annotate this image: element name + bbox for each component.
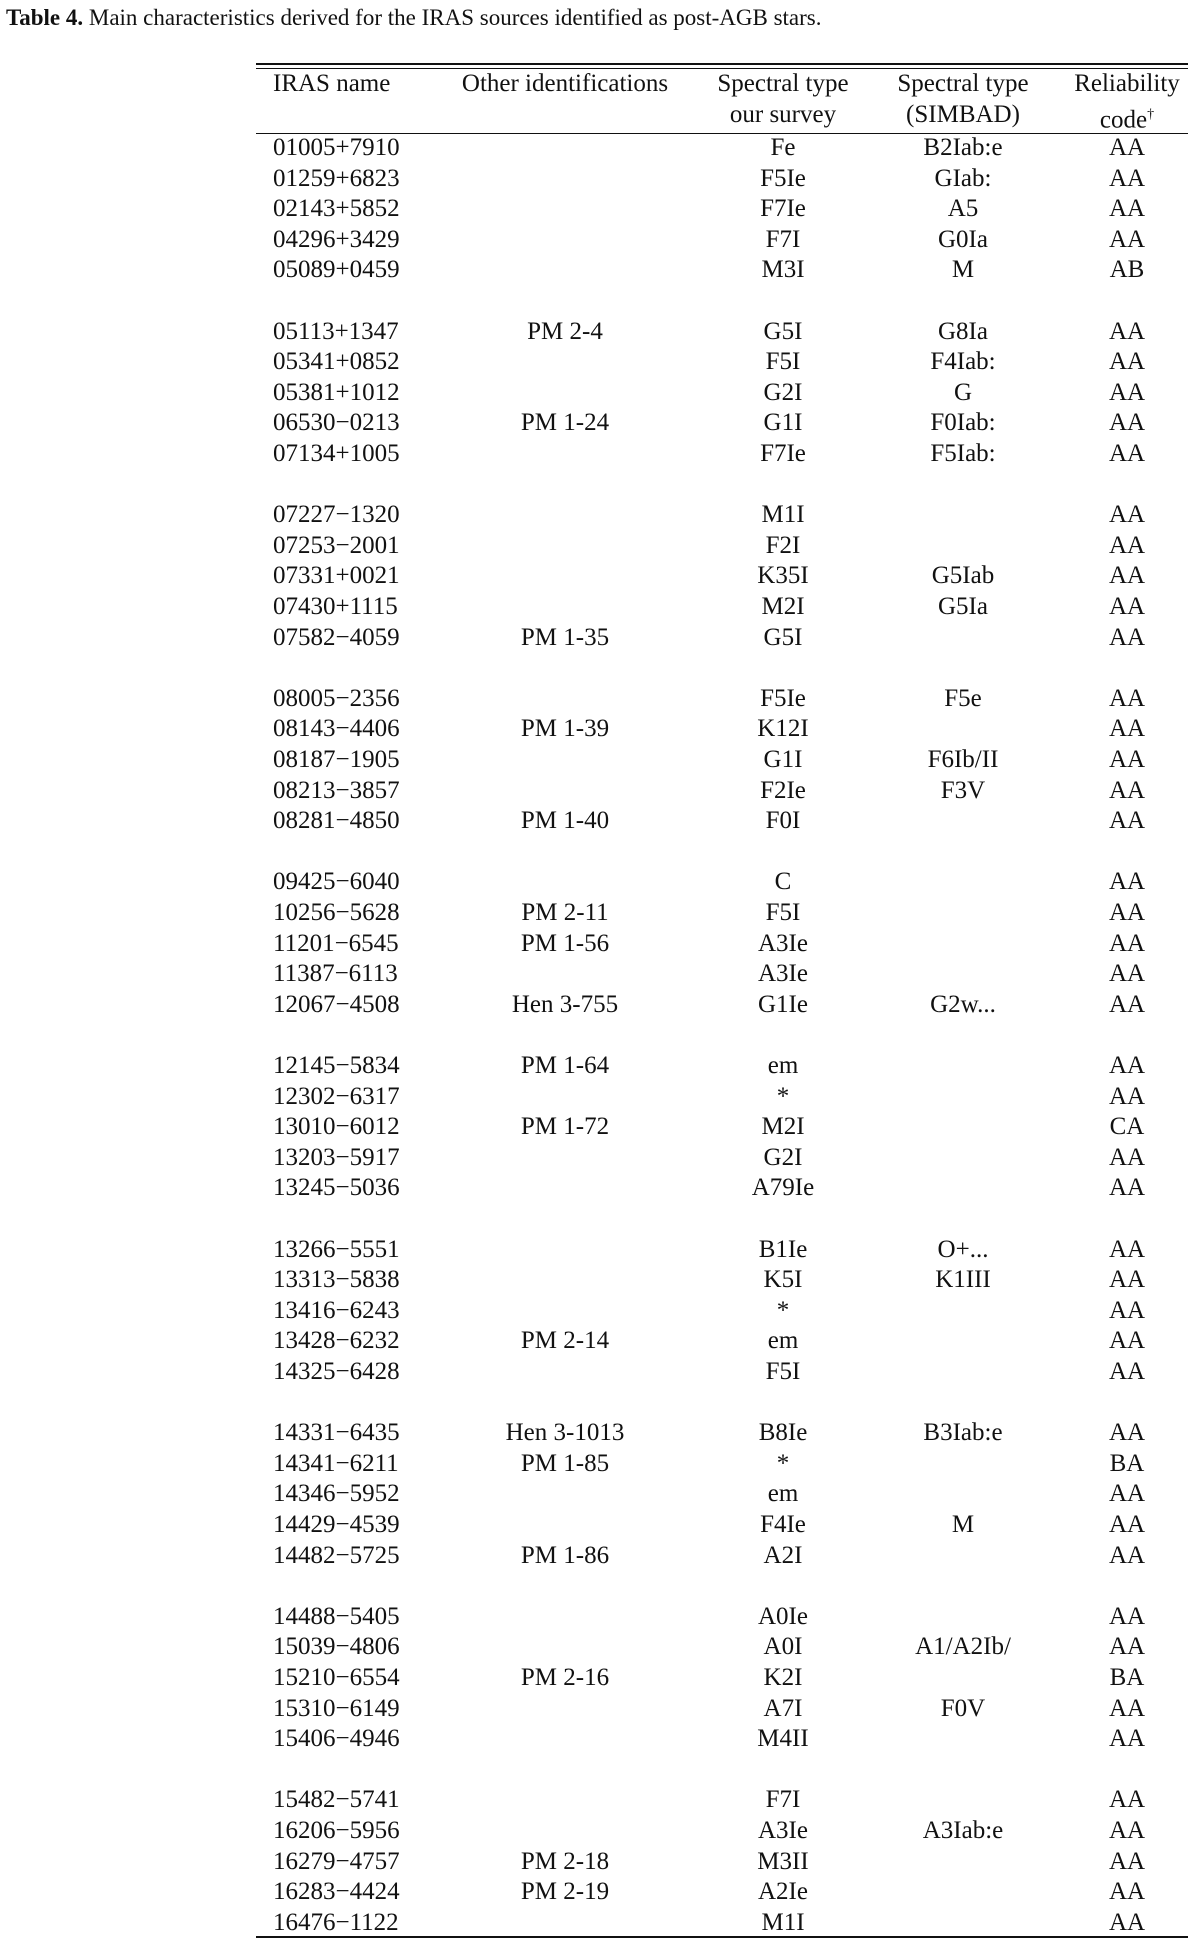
table-row [0,561,1200,591]
cell-iras-name: 15210−6554 [273,1664,400,1691]
cell-spectral-type-survey: G5I [763,317,803,345]
cell-spectral-type-simbad: M [951,1511,975,1538]
cell-spectral-type-survey: M2I [761,593,805,620]
cell-spectral-type-survey: em [767,1480,799,1508]
cell-iras-name: 07134+1005 [273,440,400,467]
cell-iras-name: 08187−1905 [273,746,400,773]
header-rel-line2 [1062,99,1192,135]
cell-reliability-code: AA [1108,746,1146,773]
cell-iras-name: 14488−5405 [273,1602,400,1630]
cell-spectral-type-survey: F7I [765,225,801,253]
bottom-rule [256,1936,1188,1938]
cell-iras-name: 16206−5956 [273,1817,400,1844]
cell-spectral-type-survey: Fe [770,134,796,161]
cell-spectral-type-survey: B1Ie [758,1235,808,1263]
header-rel-line1: Reliability [1074,70,1180,97]
table-row [0,1418,1200,1448]
cell-spectral-type-survey: G5I [763,623,803,651]
table-row [0,1051,1200,1081]
cell-spectral-type-simbad: F4Iab: [930,348,996,376]
cell-iras-name: 13245−5036 [273,1174,400,1202]
cell-reliability-code: AA [1108,1296,1146,1324]
table-row [0,1816,1200,1846]
cell-iras-name: 08143−4406 [273,715,400,743]
table-row [0,1541,1200,1571]
cell-reliability-code: AA [1108,1786,1146,1814]
cell-spectral-type-simbad: A3Iab:e [922,1817,1004,1844]
cell-spectral-type-simbad: F5e [944,684,982,712]
cell-iras-name: 14482−5725 [273,1541,400,1569]
cell-other-identification: PM 1-40 [520,807,610,835]
cell-iras-name: 15482−5741 [273,1786,400,1814]
table-row [0,408,1200,438]
cell-reliability-code: AA [1108,623,1146,651]
cell-reliability-code: AA [1108,1908,1146,1936]
table-row [0,623,1200,653]
cell-spectral-type-survey: G2I [763,1143,803,1171]
cell-spectral-type-simbad: G0Ia [938,225,988,253]
cell-other-identification: PM 1-86 [520,1541,610,1569]
cell-iras-name: 13266−5551 [273,1235,400,1263]
cell-other-identification: PM 1-35 [520,623,610,651]
cell-spectral-type-survey: G1I [763,746,803,773]
cell-iras-name: 10256−5628 [273,899,400,926]
header-iras-name-text: IRAS name [273,70,391,97]
cell-other-identification: PM 1-64 [520,1052,610,1079]
table-row [0,1357,1200,1387]
cell-spectral-type-survey: M2I [761,1113,805,1141]
cell-reliability-code: AA [1108,1541,1146,1569]
cell-other-identification: PM 2-16 [520,1664,610,1691]
table-row [0,929,1200,959]
header-other-identifications [440,68,690,99]
table-row [0,1296,1200,1326]
table-row [0,1265,1200,1295]
cell-reliability-code: BA [1109,1664,1145,1691]
cell-iras-name: 05113+1347 [273,317,399,345]
cell-reliability-code: AA [1108,531,1146,559]
cell-reliability-code: AA [1108,684,1146,712]
cell-spectral-type-survey: F5I [765,1358,801,1385]
cell-spectral-type-survey: G2I [763,378,803,406]
cell-spectral-type-survey: A2Ie [758,1878,808,1906]
table-row [0,592,1200,622]
cell-iras-name: 11387−6113 [273,960,398,988]
cell-iras-name: 13010−6012 [273,1113,400,1141]
cell-spectral-type-survey: A3Ie [758,960,808,988]
table-row [0,347,1200,377]
cell-reliability-code: AA [1108,440,1146,467]
cell-spectral-type-survey: F2I [765,531,801,559]
cell-other-identification: PM 1-72 [520,1113,610,1141]
cell-other-identification: PM 1-56 [520,929,610,957]
table-row [0,317,1200,347]
table-caption [6,5,821,31]
cell-spectral-type-survey: M1I [761,1908,805,1936]
table-row [0,1877,1200,1907]
cell-iras-name: 12067−4508 [273,990,400,1018]
cell-reliability-code: AA [1108,501,1146,529]
table-row [0,133,1200,163]
cell-iras-name: 08281−4850 [273,807,400,835]
cell-spectral-type-survey: B8Ie [758,1419,808,1447]
cell-iras-name: 04296+3429 [273,225,400,253]
cell-reliability-code: AA [1108,1082,1146,1110]
cell-spectral-type-survey: F2Ie [760,776,806,804]
header-rel-line2-text: code [1099,106,1148,134]
cell-spectral-type-simbad: G8Ia [938,317,988,345]
cell-iras-name: 05089+0459 [273,256,400,284]
cell-iras-name: 13428−6232 [273,1327,400,1355]
cell-iras-name: 15406−4946 [273,1725,400,1753]
cell-reliability-code: AA [1108,715,1146,743]
cell-reliability-code: CA [1109,1113,1145,1141]
cell-iras-name: 07253−2001 [273,531,400,559]
table-row [0,867,1200,897]
cell-spectral-type-survey: A0Ie [758,1602,808,1630]
cell-iras-name: 16283−4424 [273,1878,400,1906]
cell-reliability-code: AA [1108,1847,1146,1875]
table-row [0,1112,1200,1142]
cell-iras-name: 12302−6317 [273,1082,400,1110]
cell-iras-name: 16279−4757 [273,1847,400,1875]
cell-other-identification: Hen 3-755 [511,990,619,1018]
cell-other-identification: PM 2-14 [520,1327,610,1355]
table-row [0,378,1200,408]
table-row [0,164,1200,194]
cell-reliability-code: AA [1108,1358,1146,1385]
cell-spectral-type-simbad: O+... [937,1235,989,1263]
cell-reliability-code: AA [1108,317,1146,345]
cell-spectral-type-survey: K35I [757,562,809,590]
table-row [0,1785,1200,1815]
cell-other-identification: PM 1-24 [520,409,610,437]
cell-reliability-code: AA [1108,1633,1146,1661]
header-spectral-type-survey [703,68,863,130]
table-row [0,1235,1200,1265]
cell-spectral-type-survey: A79Ie [751,1174,815,1202]
cell-iras-name: 02143+5852 [273,195,400,223]
cell-iras-name: 09425−6040 [273,868,400,896]
cell-iras-name: 14341−6211 [273,1449,399,1477]
table-row [0,714,1200,744]
cell-spectral-type-survey: K5I [763,1266,803,1294]
cell-spectral-type-survey: K2I [763,1664,803,1691]
cell-spectral-type-simbad: F0Iab: [930,409,996,437]
cell-reliability-code: AA [1108,1235,1146,1263]
cell-spectral-type-simbad: F5Iab: [930,440,996,467]
cell-spectral-type-survey: F5I [765,899,801,926]
header-reliability-code [1062,68,1192,135]
cell-other-identification: PM 2-19 [520,1878,610,1906]
table-row [0,1479,1200,1509]
cell-reliability-code: AA [1108,1266,1146,1294]
cell-iras-name: 15039−4806 [273,1633,400,1661]
cell-reliability-code: AA [1108,593,1146,620]
cell-reliability-code: AA [1108,1143,1146,1171]
cell-iras-name: 08213−3857 [273,776,400,804]
cell-other-identification: PM 1-85 [520,1449,610,1477]
cell-iras-name: 12145−5834 [273,1052,400,1079]
cell-other-identification: PM 2-18 [520,1847,610,1875]
cell-reliability-code: AA [1108,409,1146,437]
table-row [0,225,1200,255]
cell-spectral-type-survey: M1I [761,501,805,529]
dagger-mark: † [1147,107,1155,122]
cell-spectral-type-simbad: F0V [940,1694,986,1722]
cell-reliability-code: AA [1108,1052,1146,1079]
table-row [0,1082,1200,1112]
cell-other-identification: Hen 3-1013 [505,1419,625,1447]
cell-spectral-type-survey: F7Ie [760,440,806,467]
cell-reliability-code: AA [1108,1419,1146,1447]
header-sp1-line1: Spectral type [717,70,849,97]
cell-reliability-code: AA [1108,1725,1146,1753]
cell-spectral-type-survey: * [776,1082,790,1110]
table-row [0,776,1200,806]
table-row [0,1173,1200,1203]
cell-reliability-code: AA [1108,1511,1146,1538]
cell-reliability-code: AA [1108,1878,1146,1906]
cell-spectral-type-survey: F7Ie [760,195,806,223]
cell-iras-name: 13203−5917 [273,1143,400,1171]
table-row [0,255,1200,285]
table-row [0,1663,1200,1693]
cell-iras-name: 14429−4539 [273,1511,400,1538]
header-sp1-line2: our survey [729,101,837,128]
cell-reliability-code: AA [1108,868,1146,896]
cell-iras-name: 05341+0852 [273,348,400,376]
header-sp2-line2: (SIMBAD) [906,101,1020,128]
cell-iras-name: 08005−2356 [273,684,400,712]
header-other-text: Other identifications [461,70,669,97]
cell-spectral-type-simbad: A5 [947,195,979,223]
cell-spectral-type-survey: G1Ie [758,990,808,1018]
cell-spectral-type-survey: A3Ie [758,929,808,957]
cell-spectral-type-survey: M3I [761,256,805,284]
cell-iras-name: 01005+7910 [273,134,400,161]
cell-spectral-type-survey: F0I [765,807,801,835]
table-row [0,745,1200,775]
cell-spectral-type-survey: em [767,1052,799,1079]
table-row [0,990,1200,1020]
cell-reliability-code: AA [1108,807,1146,835]
table-row [0,531,1200,561]
table-row [0,1326,1200,1356]
table-row [0,959,1200,989]
cell-reliability-code: AA [1108,1327,1146,1355]
cell-spectral-type-survey: K12I [757,715,809,743]
table-row [0,898,1200,928]
table-row [0,500,1200,530]
cell-spectral-type-simbad: A1/A2Ib/ [915,1633,1011,1661]
table-row [0,1724,1200,1754]
cell-reliability-code: AA [1108,562,1146,590]
cell-iras-name: 01259+6823 [273,164,400,192]
table-caption-text: Main characteristics derived for the IRAS sources identified as post-AGB stars. [88,5,822,30]
cell-iras-name: 07227−1320 [273,501,400,529]
table-row [0,1847,1200,1877]
cell-iras-name: 07430+1115 [273,593,398,620]
table-row [0,439,1200,469]
cell-reliability-code: AA [1108,378,1146,406]
cell-spectral-type-survey: C [774,868,792,896]
cell-spectral-type-simbad: F3V [940,776,986,804]
table-row [0,684,1200,714]
cell-spectral-type-simbad: F6Ib/II [927,746,999,773]
cell-spectral-type-survey: A2I [763,1541,803,1569]
cell-spectral-type-simbad: K1III [935,1266,991,1294]
cell-spectral-type-survey: F4Ie [760,1511,806,1538]
cell-iras-name: 07331+0021 [273,562,400,590]
cell-spectral-type-simbad: B3Iab:e [923,1419,1003,1447]
cell-spectral-type-survey: F5Ie [760,164,806,192]
cell-spectral-type-survey: G1I [763,409,803,437]
header-sp2-line1: Spectral type [897,70,1029,97]
cell-reliability-code: AA [1108,225,1146,253]
cell-iras-name: 14346−5952 [273,1480,400,1508]
table-row [0,1602,1200,1632]
cell-reliability-code: AB [1109,256,1145,284]
table-row [0,1449,1200,1479]
table-row [0,1908,1200,1938]
table-row [0,1143,1200,1173]
cell-spectral-type-simbad: G2w... [930,990,996,1018]
cell-spectral-type-survey: em [767,1327,799,1355]
cell-iras-name: 05381+1012 [273,378,400,406]
cell-spectral-type-survey: * [776,1449,790,1477]
cell-reliability-code: AA [1108,776,1146,804]
cell-spectral-type-survey: A0I [763,1633,803,1661]
cell-iras-name: 07582−4059 [273,623,400,651]
cell-iras-name: 06530−0213 [273,409,400,437]
cell-iras-name: 11201−6545 [273,929,399,957]
cell-spectral-type-survey: M4II [757,1725,809,1753]
cell-iras-name: 14331−6435 [273,1419,400,1447]
cell-other-identification: PM 1-39 [520,715,610,743]
cell-spectral-type-survey: F5I [765,348,801,376]
cell-spectral-type-survey: A7I [763,1694,803,1722]
cell-reliability-code: AA [1108,348,1146,376]
table-row [0,1694,1200,1724]
table-row [0,194,1200,224]
cell-reliability-code: AA [1108,1694,1146,1722]
cell-spectral-type-simbad: G5Ia [938,593,988,620]
cell-reliability-code: AA [1108,960,1146,988]
cell-spectral-type-simbad: G5Iab [931,562,995,590]
cell-spectral-type-survey: A3Ie [758,1817,808,1844]
cell-reliability-code: AA [1108,1602,1146,1630]
cell-iras-name: 14325−6428 [273,1358,400,1385]
cell-reliability-code: AA [1108,134,1146,161]
cell-reliability-code: AA [1108,990,1146,1018]
cell-other-identification: PM 2-11 [521,899,609,926]
cell-spectral-type-survey: F7I [765,1786,801,1814]
cell-other-identification: PM 2-4 [527,317,603,345]
cell-reliability-code: AA [1108,1174,1146,1202]
cell-reliability-code: AA [1108,1480,1146,1508]
cell-iras-name: 15310−6149 [273,1694,400,1722]
cell-iras-name: 13416−6243 [273,1296,400,1324]
cell-iras-name: 16476−1122 [273,1908,399,1936]
cell-spectral-type-simbad: G [953,378,973,406]
cell-spectral-type-simbad: GIab: [934,164,992,192]
cell-spectral-type-survey: * [776,1296,790,1324]
header-spectral-type-simbad [878,68,1048,130]
cell-iras-name: 13313−5838 [273,1266,400,1294]
table-label: Table 4. [6,5,84,30]
cell-reliability-code: AA [1108,195,1146,223]
top-rule [256,63,1188,65]
cell-reliability-code: AA [1108,929,1146,957]
cell-spectral-type-survey: M3II [757,1847,809,1875]
table-row [0,806,1200,836]
cell-reliability-code: AA [1108,1817,1146,1844]
table-row [0,1510,1200,1540]
cell-spectral-type-simbad: M [951,256,975,284]
cell-reliability-code: AA [1108,164,1146,192]
cell-reliability-code: AA [1108,899,1146,926]
header-iras-name [273,68,390,99]
cell-spectral-type-survey: F5Ie [760,684,806,712]
cell-spectral-type-simbad: B2Iab:e [923,134,1003,161]
cell-reliability-code: BA [1109,1449,1145,1477]
table-row [0,1632,1200,1662]
